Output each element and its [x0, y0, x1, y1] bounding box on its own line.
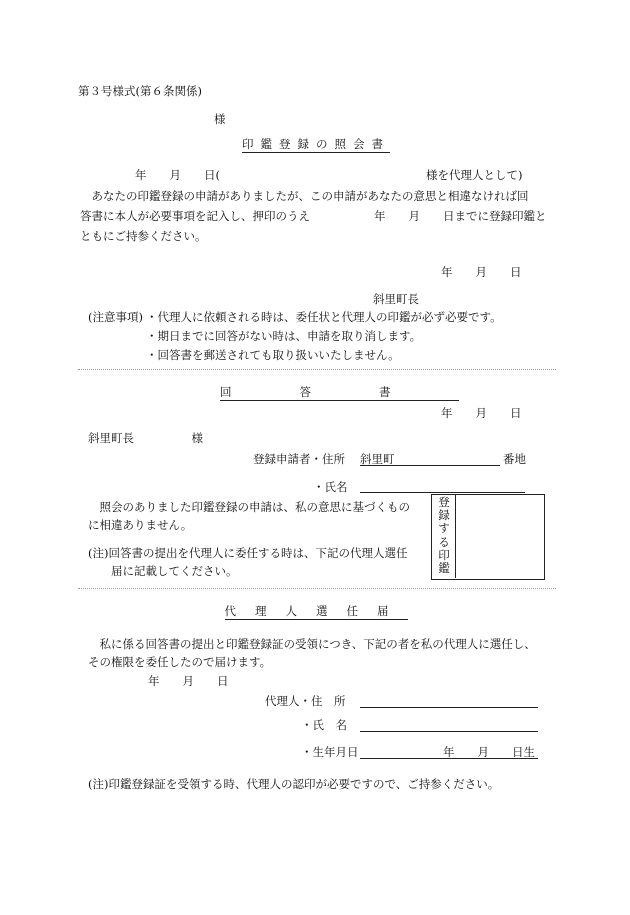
inquiry-body-line3: ともにご持参ください。 [80, 229, 207, 243]
reply-banchi: 番地 [503, 452, 526, 466]
reply-title-wrap [220, 385, 459, 399]
section-divider [78, 369, 556, 370]
agent-note: (注)印鑑登録証を受領する時、代理人の認印が必要ですので、ご持参ください。 [88, 777, 500, 791]
inquiry-body-line2b: 年 月 日までに登録印鑑と [374, 209, 547, 223]
agent-title: 代理人選任届 [224, 604, 408, 618]
agent-address-label: 代理人・住 所 [265, 694, 346, 708]
seal-box-divider [455, 494, 456, 578]
agent-address-underline [360, 707, 538, 708]
inquiry-date-line: 年 月 日( [135, 168, 220, 182]
reply-name-label: ・氏名 [313, 480, 348, 494]
inquiry-title-wrap [200, 137, 432, 151]
address-underline [360, 465, 500, 466]
inquiry-title: 印鑑登録の照会書 [242, 137, 390, 151]
agent-title-wrap [205, 604, 427, 618]
reply-addressee: 斜里町長 様 [88, 431, 203, 445]
reply-note-line2: 届に記載してください。 [88, 564, 238, 578]
reply-date: 年 月 日 [441, 406, 522, 420]
reply-town: 斜里町 [360, 452, 395, 466]
reply-address-label: 登録申請者・住所 [253, 452, 345, 466]
note-item: ・回答書を郵送されても取り扱いいたしません。 [146, 348, 400, 362]
addressee-sama: 様 [214, 112, 226, 126]
agent-birth-label: ・生年月日 [301, 745, 359, 759]
reply-title: 回答書 [220, 385, 459, 399]
inquiry-agent-suffix: 様を代理人として) [426, 168, 523, 182]
form-number: 第３号様式(第６条関係) [78, 84, 202, 98]
agent-body-line1: 私に係る回答書の提出と印鑑登録証の受領につき、下記の者を私の代理人に選任し、 [88, 637, 536, 651]
agent-birth-underline [360, 758, 538, 759]
name-underline [360, 492, 525, 493]
agent-name-label: ・氏 名 [301, 718, 347, 732]
note-item: ・代理人に依頼される時は、委任状と代理人の印鑑が必ず必要です。 [146, 310, 502, 324]
reply-note-line1: (注)回答書の提出を代理人に委任する時は、下記の代理人選任 [88, 546, 408, 560]
agent-birth-value: 年 月 日生 [443, 745, 535, 759]
section-divider [78, 588, 556, 589]
seal-label: 登録する印鑑 [438, 495, 450, 576]
agent-body-line2: その権限を委任したので届けます。 [88, 655, 272, 669]
inquiry-issuer: 斜里町長 [373, 292, 419, 306]
notes-label: (注意事項) [88, 310, 143, 324]
inquiry-issue-date: 年 月 日 [441, 265, 522, 279]
inquiry-body-line2a: 答書に本人が必要事項を記入し、押印のうえ [80, 209, 310, 223]
reply-body-line1: 照会のありました印鑑登録の申請は、私の意思に基づくもの [88, 500, 410, 514]
agent-date: 年 月 日 [148, 674, 229, 688]
note-item: ・期日までに回答がない時は、申請を取り消します。 [146, 329, 422, 343]
agent-name-underline [360, 731, 538, 732]
inquiry-body-line1: あなたの印鑑登録の申請がありましたが、この申請があなたの意思と相違なければ回 [80, 189, 529, 203]
reply-body-line2: に相違ありません。 [88, 518, 193, 532]
